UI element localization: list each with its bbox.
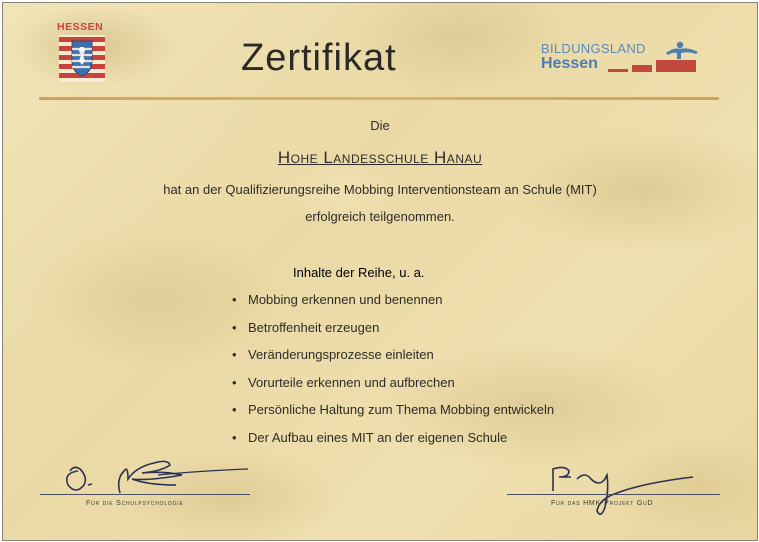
- contents-list: [232, 292, 554, 458]
- bullet-icon: •: [232, 402, 237, 418]
- list-item-text: Der Aufbau eines MIT an der eigenen Schule: [248, 429, 508, 445]
- certificate-page: [2, 2, 758, 541]
- school-name-text: Hohe Landesschule Hanau: [277, 148, 483, 167]
- list-item-text: Betroffenheit erzeugen: [248, 319, 380, 335]
- right-signature-caption: Für das HMK-Projekt GuD: [551, 500, 654, 507]
- list-item: [232, 320, 554, 348]
- contents-heading: Inhalte der Reihe, u. a.: [293, 265, 425, 280]
- bullet-icon: •: [232, 319, 237, 335]
- certificate-title: [241, 37, 397, 80]
- left-signature-icon: [58, 451, 258, 497]
- header-divider: [39, 97, 719, 100]
- list-item: [232, 347, 554, 375]
- logo-text-top: BILDUNGSLAND: [541, 41, 646, 56]
- right-signature-line: [507, 494, 720, 495]
- right-signature-icon: [543, 465, 713, 521]
- list-item-text: Vorurteile erkennen und aufbrechen: [248, 374, 455, 390]
- list-item-text: Mobbing erkennen und benennen: [248, 292, 443, 307]
- list-item-text: Veränderungsprozesse einleiten: [248, 347, 434, 363]
- logo-text-bottom: Hessen: [541, 55, 598, 72]
- list-item: [232, 375, 554, 403]
- title-text: Zertifikat: [241, 37, 397, 79]
- hessen-crest-icon: [59, 35, 105, 82]
- list-item: [232, 430, 554, 458]
- list-item-text: Persönliche Haltung zum Thema Mobbing entwickeln: [248, 402, 555, 418]
- bullet-icon: •: [232, 292, 237, 307]
- intro-text: Die: [370, 118, 390, 133]
- bullet-icon: •: [232, 347, 237, 363]
- bullet-icon: •: [232, 374, 237, 390]
- list-item: [232, 292, 554, 320]
- completion-line: erfolgreich teilgenommen.: [305, 209, 455, 224]
- participation-line: hat an der Qualifizierungsreihe Mobbing Interventionsteam an Schule (MIT): [163, 182, 597, 197]
- left-signature-line: [40, 494, 250, 495]
- list-item: [232, 402, 554, 430]
- school-name: [3, 148, 757, 168]
- bullet-icon: •: [232, 429, 237, 445]
- left-signature-caption: Für die Schulpsychologie: [86, 500, 184, 507]
- hessen-label: HESSEN: [57, 21, 104, 33]
